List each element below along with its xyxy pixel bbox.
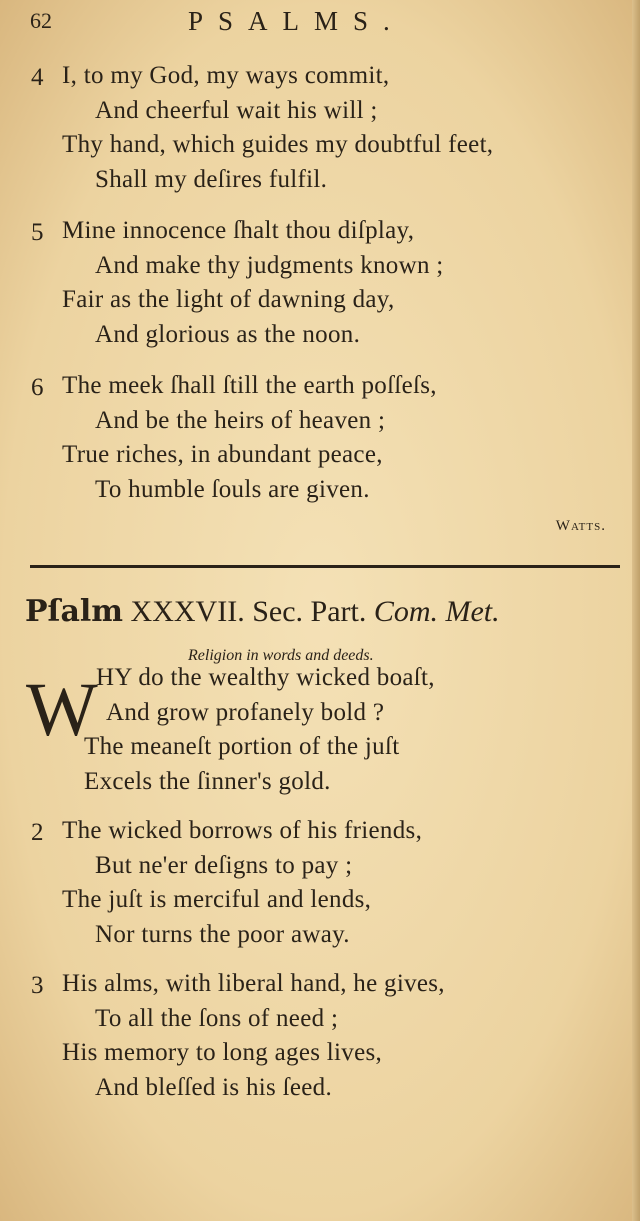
stanza-number: 3 bbox=[31, 972, 44, 999]
heading-meter: Com. Met. bbox=[373, 595, 500, 628]
verse-line: And make thy judgments known ; bbox=[95, 251, 444, 279]
verse-line: And cheerful wait his will ; bbox=[95, 96, 378, 124]
verse-line: HY do the wealthy wicked boaſt, bbox=[96, 664, 435, 691]
verse-line: The meaneſt portion of the juſt bbox=[84, 733, 400, 760]
verse-line: To humble ſouls are given. bbox=[95, 475, 370, 503]
heading-roman: XXXVII. Sec. Part. bbox=[130, 595, 367, 628]
verse-line: Thy hand, which guides my doubtful feet, bbox=[62, 131, 494, 158]
verse-line: But ne'er deſigns to pay ; bbox=[95, 851, 353, 879]
verse-line: The wicked borrows of his friends, bbox=[62, 817, 423, 844]
verse-line: His alms, with liberal hand, he gives, bbox=[62, 970, 445, 997]
page-edge bbox=[632, 0, 640, 1221]
page-number: 62 bbox=[30, 8, 52, 33]
verse-line: To all the ſons of need ; bbox=[95, 1004, 339, 1032]
verse-line: Mine innocence ſhalt thou diſplay, bbox=[62, 217, 415, 244]
verse-line: The meek ſhall ſtill the earth poſſeſs, bbox=[62, 372, 437, 399]
verse-line: True riches, in abundant peace, bbox=[62, 441, 383, 468]
stanza-number: 2 bbox=[31, 819, 44, 846]
stanza-number: 5 bbox=[31, 219, 44, 246]
heading-gothic: Pſalm bbox=[25, 594, 124, 629]
stanza-number: 6 bbox=[31, 374, 44, 401]
section-divider bbox=[30, 565, 620, 568]
verse-line: His memory to long ages lives, bbox=[62, 1039, 383, 1066]
verse-line: And bleſſed is his ſeed. bbox=[95, 1073, 333, 1101]
verse-line: And glorious as the noon. bbox=[95, 320, 361, 348]
running-title: PSALMS. bbox=[188, 6, 405, 36]
drop-cap: W bbox=[26, 668, 98, 752]
verse-line: Excels the ſinner's gold. bbox=[84, 767, 331, 795]
verse-line: The juſt is merciful and lends, bbox=[62, 886, 372, 913]
verse-line: Shall my deſires fulfil. bbox=[95, 165, 328, 193]
attribution: Watts. bbox=[555, 518, 606, 534]
psalm-heading bbox=[25, 594, 500, 629]
verse-line: I, to my God, my ways commit, bbox=[62, 62, 390, 89]
verse-line: Fair as the light of dawning day, bbox=[62, 286, 395, 313]
stanza-number: 4 bbox=[31, 64, 44, 91]
verse-line: And grow profanely bold ? bbox=[106, 698, 385, 726]
verse-line: And be the heirs of heaven ; bbox=[95, 406, 386, 434]
psalm-subtitle: Religion in words and deeds. bbox=[188, 647, 374, 664]
verse-line: Nor turns the poor away. bbox=[95, 920, 350, 948]
